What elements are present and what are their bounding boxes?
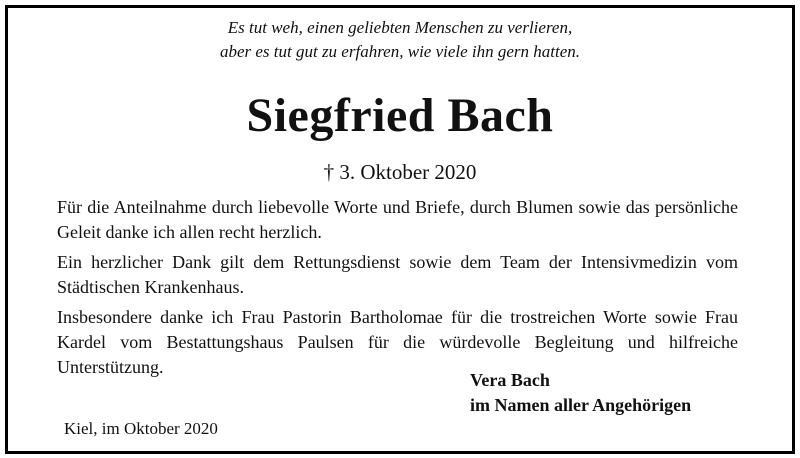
death-date: † 3. Oktober 2020	[323, 160, 477, 184]
signature-name: Vera Bach	[470, 370, 550, 390]
motto-line-1: Es tut weh, einen geliebten Menschen zu verlieren,	[227, 18, 573, 37]
thank-you-text	[57, 195, 738, 385]
place-date: Kiel, im Oktober 2020	[64, 419, 218, 438]
motto-line-2: aber es tut gut zu erfahren, wie viele ihn gern hatten.	[219, 42, 581, 61]
signature-subline: im Namen aller Angehörigen	[470, 395, 692, 415]
paragraph-condolences: Für die Anteilnahme durch liebevolle Worte und Briefe, durch Blumen sowie das persönliche Geleit danke ich allen recht herzlich.	[57, 197, 738, 242]
motto	[0, 16, 800, 64]
paragraph-pastor: Insbesondere danke ich Frau Pastorin Bartholomae für die trostreichen Worte sowie Frau Kardel vom Bestattungshaus Paulsen für die würdevolle Begleitung und hilfreiche Unterstützung.	[57, 307, 738, 377]
deceased-name: Siegfried Bach	[246, 89, 554, 142]
signature-block	[470, 368, 691, 418]
paragraph-rescue-service: Ein herzlicher Dank gilt dem Rettungsdienst sowie dem Team der Intensivmedizin vom Städtischen Krankenhaus.	[57, 252, 738, 297]
